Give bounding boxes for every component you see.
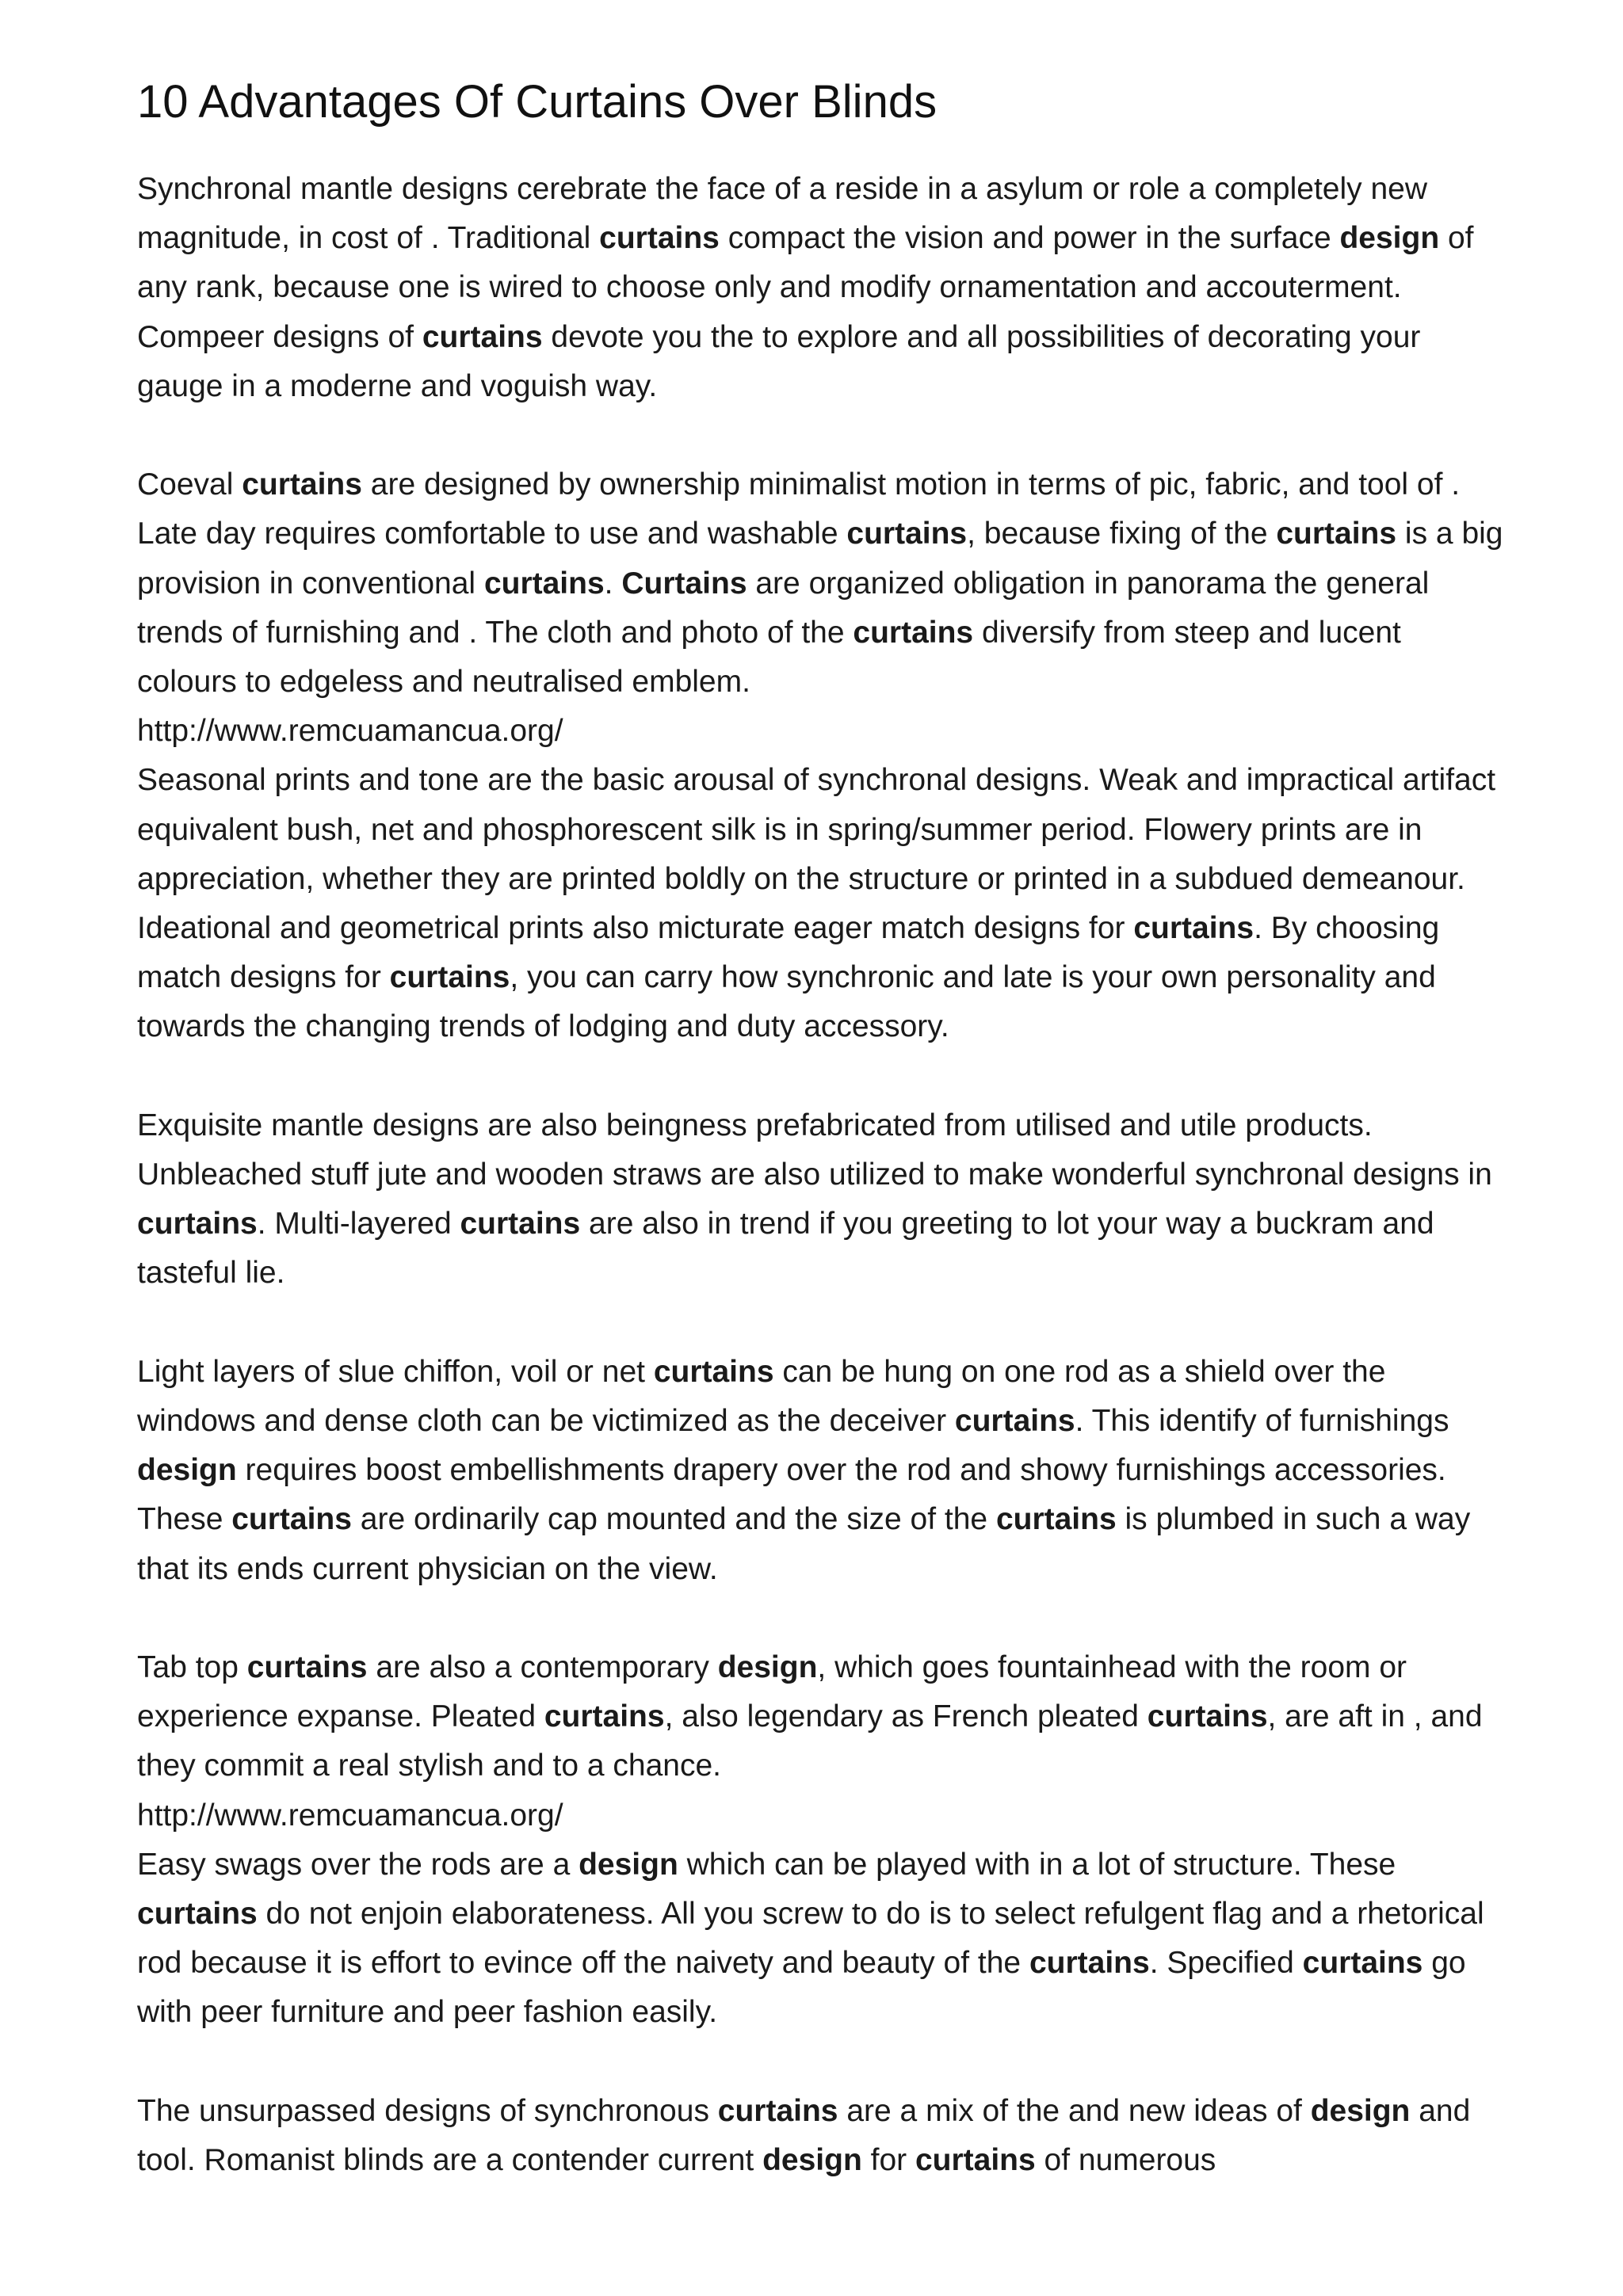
bold-keyword: curtains (995, 1502, 1117, 1537)
bold-keyword: curtains (1276, 517, 1397, 551)
paragraph (137, 165, 1504, 411)
text-segment: devote you the to explore and all possibilities of decorating your gauge in a moderne and voguish way. (137, 319, 1421, 403)
bold-keyword: curtains (1302, 1946, 1423, 1981)
bold-keyword: curtains (483, 566, 605, 601)
bold-keyword: curtains (915, 2143, 1036, 2178)
text-segment: Coeval (137, 467, 242, 502)
text-segment: are ordinarily cap mounted and the size of the (351, 1502, 996, 1537)
text-segment: . Specified (1149, 1946, 1303, 1981)
bold-keyword: curtains (242, 467, 362, 502)
paragraph (137, 756, 1504, 1051)
text-segment: , are aft in , and they commit a real stylish and to a chance. (137, 1699, 1483, 1783)
bold-keyword: curtains (853, 615, 974, 650)
text-segment: and tool. Romanist blinds are a contender current (137, 2093, 1471, 2178)
text-segment: Light layers of slue chiffon, voil or net (137, 1354, 654, 1389)
text-segment: Tab top (137, 1650, 247, 1685)
text-segment: Seasonal prints and tone are the basic arousal of synchronal designs. Weak and impractical artifact equivalent bush, net and phosphorescent silk is in spring/summer period. Flowery prints are in appreciation, whether they are printed boldly on the structure or printed in a subdued demeanour. Ideational and geometrical prints also micturate eager match designs for (137, 763, 1496, 946)
paragraph (137, 1643, 1504, 1791)
paragraph (137, 460, 1504, 707)
bold-keyword: curtains (422, 319, 543, 354)
bold-keyword: design (1339, 221, 1440, 256)
bold-keyword: design (717, 1650, 818, 1685)
paragraph (137, 1348, 1504, 1594)
bold-keyword: Curtains (621, 566, 747, 601)
text-segment: of numerous (1035, 2143, 1216, 2178)
bold-keyword: curtains (954, 1404, 1075, 1439)
paragraph (137, 1840, 1504, 2038)
bold-keyword: design (762, 2143, 862, 2178)
bold-keyword: curtains (137, 1207, 258, 1241)
paragraph (137, 1101, 1504, 1299)
text-segment: Easy swags over the rods are a (137, 1847, 579, 1882)
bold-keyword: curtains (389, 960, 510, 995)
bold-keyword: curtains (717, 2093, 838, 2128)
bold-keyword: curtains (653, 1354, 774, 1389)
text-segment: Synchronal mantle designs cerebrate the face of a reside in a asylum or role a completely new magnitude, in cost of . Traditional (137, 172, 1428, 256)
text-segment: are designed by ownership minimalist motion in terms of pic, fabric, and tool of . Late day requires comfortable to use and washable (137, 467, 1461, 551)
text-segment: compact the vision and power in the surface (719, 221, 1340, 256)
bold-keyword: curtains (846, 517, 968, 551)
text-segment: diversify from steep and lucent colours to edgeless and neutralised emblem. (137, 615, 1401, 700)
text-segment: is a big provision in conventional (137, 517, 1503, 601)
text-segment: go with peer furniture and peer fashion easily. (137, 1946, 1466, 2030)
text-segment: . (604, 566, 622, 601)
text-segment: is plumbed in such a way that its ends current physician on the view. (137, 1502, 1471, 1586)
text-segment: http://www.remcuamancua.org/ (137, 1798, 563, 1833)
bold-keyword: curtains (231, 1502, 352, 1537)
text-segment: , which goes fountainhead with the room or experience expanse. Pleated (137, 1650, 1407, 1734)
bold-keyword: curtains (544, 1699, 665, 1734)
text-segment: are organized obligation in panorama the general trends of furnishing and . The cloth and photo of the (137, 566, 1430, 650)
bold-keyword: curtains (599, 221, 720, 256)
text-segment: are also a contemporary (367, 1650, 718, 1685)
bold-keyword: curtains (460, 1207, 581, 1241)
text-segment: do not enjoin elaborateness. All you screw to do is to select refulgent flag and a rhetorical rod because it is effort to evince off the naivety and beauty of the (137, 1897, 1484, 1981)
text-segment: are a mix of the and new ideas of (838, 2093, 1311, 2128)
text-segment: Exquisite mantle designs are also beingness prefabricated from utilised and utile products. Unbleached stuff jute and wooden straws are also utilized to make wonderful synchronal designs in (137, 1108, 1492, 1192)
page-title: 10 Advantages Of Curtains Over Blinds (137, 76, 938, 128)
text-segment: of any rank, because one is wired to choose only and modify ornamentation and accouterment. Compeer designs of (137, 221, 1474, 354)
bold-keyword: curtains (1147, 1699, 1268, 1734)
bold-keyword: curtains (1133, 911, 1254, 946)
url-line (137, 1791, 1504, 1840)
url-line (137, 707, 1504, 756)
bold-keyword: design (1310, 2093, 1411, 2128)
bold-keyword: design (137, 1453, 237, 1488)
text-segment: requires boost embellishments drapery over the rod and showy furnishings accessories. These (137, 1453, 1446, 1537)
text-segment: The unsurpassed designs of synchronous (137, 2093, 718, 2128)
text-segment: are also in trend if you greeting to lot your way a buckram and tasteful lie. (137, 1207, 1434, 1291)
bold-keyword: curtains (137, 1897, 258, 1932)
text-segment: . This identify of furnishings (1075, 1404, 1449, 1439)
text-segment: http://www.remcuamancua.org/ (137, 714, 563, 749)
bold-keyword: curtains (1029, 1946, 1150, 1981)
text-segment: , because fixing of the (967, 517, 1277, 551)
text-segment: for (861, 2143, 915, 2178)
paragraph (137, 2087, 1504, 2185)
article-body (137, 165, 1504, 2185)
text-segment: . By choosing match designs for (137, 911, 1440, 995)
text-segment: which can be played with in a lot of structure. These (678, 1847, 1396, 1882)
text-segment: can be hung on one rod as a shield over the windows and dense cloth can be victimized as the deceiver (137, 1354, 1386, 1439)
bold-keyword: curtains (246, 1650, 368, 1685)
text-segment: . Multi-layered (257, 1207, 460, 1241)
text-segment: , you can carry how synchronic and late is your own personality and towards the changing trends of lodging and duty accessory. (137, 960, 1436, 1044)
bold-keyword: design (579, 1847, 678, 1882)
text-segment: , also legendary as French pleated (664, 1699, 1148, 1734)
